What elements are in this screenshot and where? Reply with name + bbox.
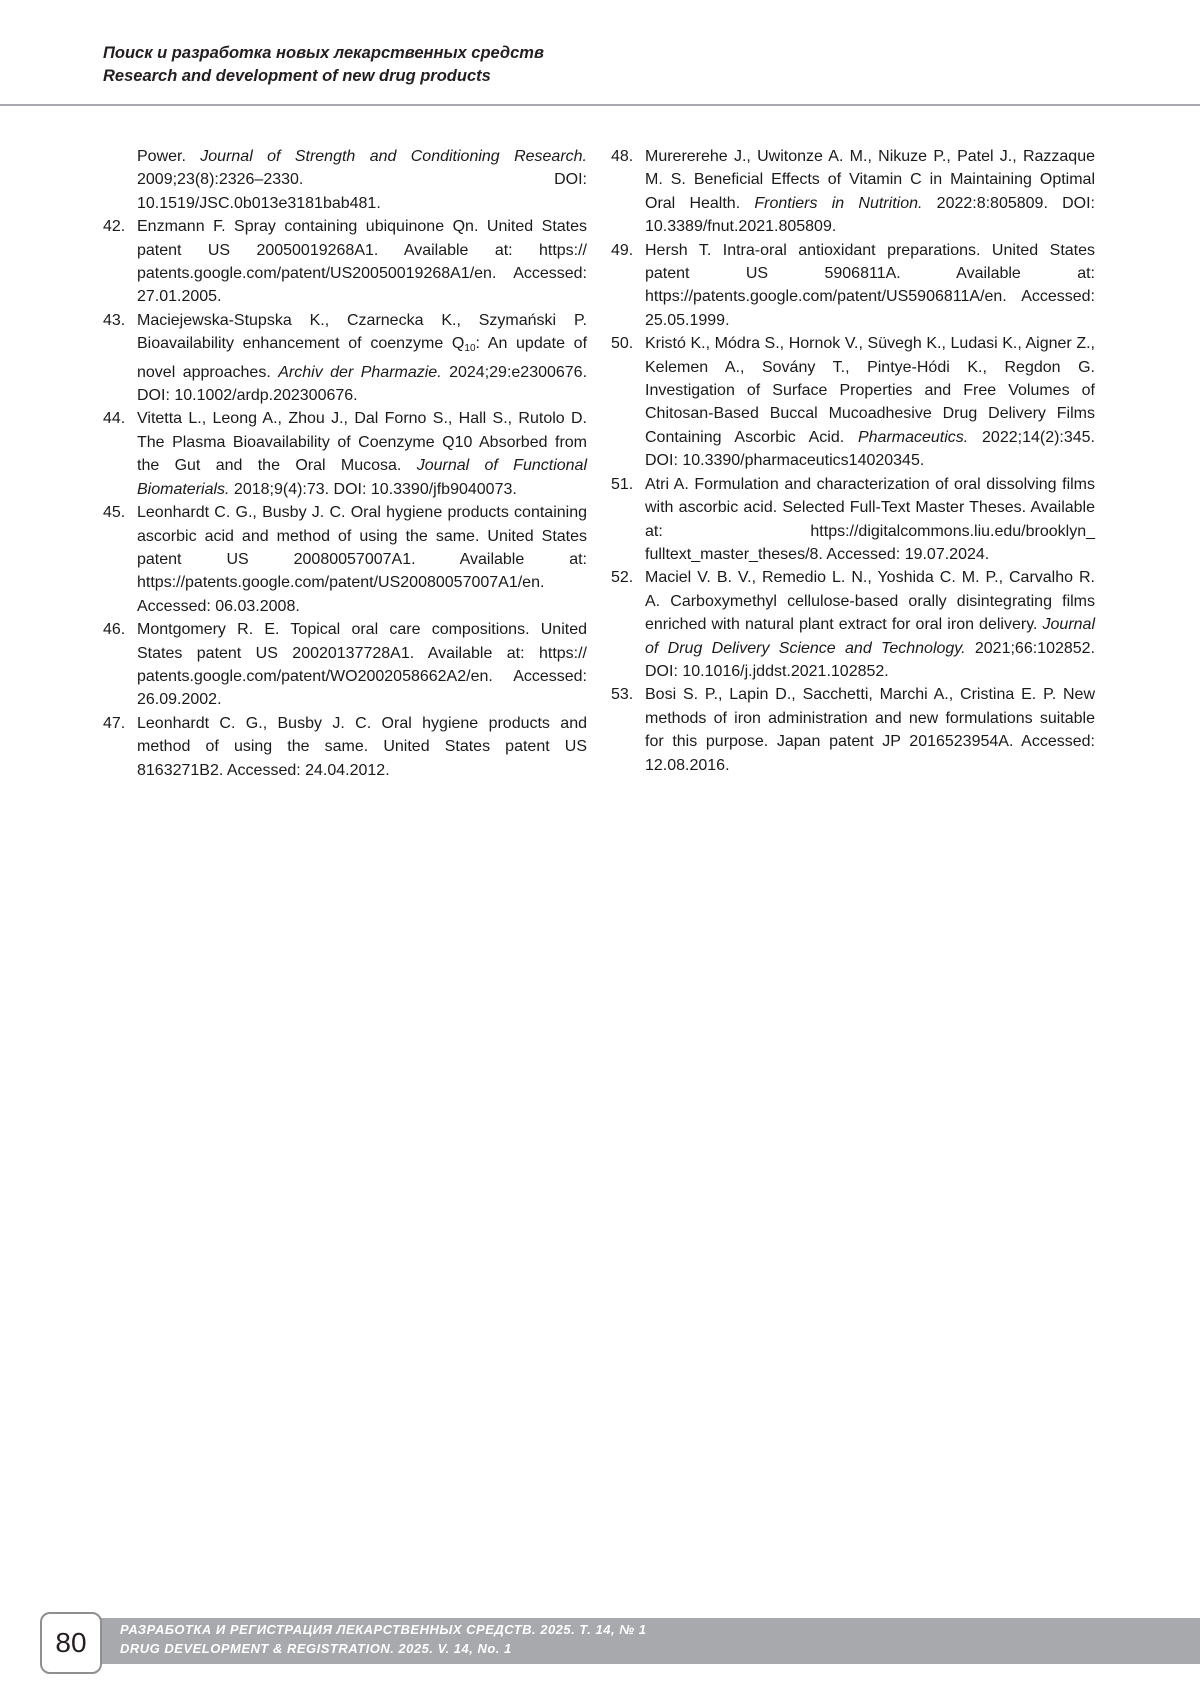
references-column-left bbox=[103, 145, 587, 782]
reference-46 bbox=[103, 618, 587, 712]
running-header bbox=[0, 0, 1200, 106]
header-title-en: Research and development of new drug products bbox=[103, 67, 491, 86]
reference-number: 48. bbox=[611, 145, 645, 239]
reference-number: 45. bbox=[103, 501, 137, 618]
reference-number: 42. bbox=[103, 215, 137, 309]
reference-45 bbox=[103, 501, 587, 618]
journal-name: Archiv der Pharmazie. bbox=[278, 364, 441, 381]
header-title-ru: Поиск и разработка новых лекарственных средств bbox=[103, 44, 544, 63]
reference-number: 51. bbox=[611, 473, 645, 567]
reference-number: 53. bbox=[611, 683, 645, 777]
journal-name: Pharmaceutics. bbox=[858, 429, 968, 446]
reference-text: Hersh T. Intra-oral antioxidant preparations. United States patent US 5906811A. Available at: https://patents.google.com/patent/US5906811A/en. Accessed: 25.05.1999. bbox=[645, 239, 1095, 333]
reference-number: 43. bbox=[103, 309, 137, 408]
reference-50 bbox=[611, 332, 1095, 472]
reference-51 bbox=[611, 473, 1095, 567]
reference-44 bbox=[103, 407, 587, 501]
reference-text: Vitetta L., Leong A., Zhou J., Dal Forno S., Hall S., Rutolo D. The Plasma Bioavailability of Coenzyme Q10 Absorbed from the Gut and the Oral Mucosa. Journal of Functional Biomaterials. 2018;9(4):73. DOI: 10.3390/jfb9040073. bbox=[137, 407, 587, 501]
reference-52 bbox=[611, 566, 1095, 683]
reference-text: Enzmann F. Spray containing ubiquinone Qn. United States patent US 20050019268A1. Available at: https:// patents.google.com/patent/US20050019268A1/en. Accessed: 27.01.2005. bbox=[137, 215, 587, 309]
reference-text: Murererehe J., Uwitonze A. M., Nikuze P., Patel J., Razzaque M. S. Beneficial Effects of Vitamin C in Maintaining Optimal Oral Health. Frontiers in Nutrition. 2022:8:805809. DOI: 10.3389/fnut.2021.805809. bbox=[645, 145, 1095, 239]
journal-name: Journal of Functional Biomaterials. bbox=[137, 457, 587, 497]
reference-text: Montgomery R. E. Topical oral care compositions. United States patent US 20020137728A1. Available at: https:// patents.google.com/patent/WO2002058662A2/en. Accessed: 26.09.2002. bbox=[137, 618, 587, 712]
reference-text: Maciejewska-Stupska K., Czarnecka K., Szymański P. Bioavailability enhancement of coenzyme Q10: An update of novel approaches. Archiv der Pharmazie. 2024;29:e2300676. DOI: 10.1002/ardp.202300676. bbox=[137, 309, 587, 408]
reference-text: Power. Journal of Strength and Conditioning Research. 2009;23(8):2326–2330. DOI: 10.1519/JSC.0b013e3181bab481. bbox=[137, 145, 587, 215]
reference-text: Maciel V. B. V., Remedio L. N., Yoshida C. M. P., Carvalho R. A. Carboxymethyl cellulose-based orally disintegrating films enriched with natural plant extract for oral iron delivery. Journal of Drug Delivery Science and Technology. 2021;66:102852. DOI: 10.1016/j.jddst.2021.102852. bbox=[645, 566, 1095, 683]
reference-text: Leonhardt C. G., Busby J. C. Oral hygiene products containing ascorbic acid and method of using the same. United States patent US 20080057007A1. Available at: https://patents.google.com/patent/US20080057007A1/en. Accessed: 06.03.2008. bbox=[137, 501, 587, 618]
reference-number: 50. bbox=[611, 332, 645, 472]
reference-49 bbox=[611, 239, 1095, 333]
reference-text: Bosi S. P., Lapin D., Sacchetti, Marchi A., Cristina E. P. New methods of iron administration and new formulations suitable for this purpose. Japan patent JP 2016523954A. Accessed: 12.08.2016. bbox=[645, 683, 1095, 777]
reference-48 bbox=[611, 145, 1095, 239]
footer-journal-bar bbox=[98, 1618, 1200, 1664]
reference-number: 52. bbox=[611, 566, 645, 683]
reference-text: Kristó K., Módra S., Hornok V., Süvegh K., Ludasi K., Aigner Z., Kelemen A., Sovány T., Pintye-Hódi K., Regdon G. Investigation of Surface Properties and Free Volumes of Chitosan-Based Buccal Mucoadhesive Drug Delivery Films Containing Ascorbic Acid. Pharmaceutics. 2022;14(2):345. DOI: 10.3390/pharmaceutics14020345. bbox=[645, 332, 1095, 472]
reference-53 bbox=[611, 683, 1095, 777]
reference-47 bbox=[103, 712, 587, 782]
reference-43 bbox=[103, 309, 587, 408]
reference-number: 49. bbox=[611, 239, 645, 333]
journal-name: Journal of Strength and Conditioning Research. bbox=[200, 148, 587, 165]
reference-number: 44. bbox=[103, 407, 137, 501]
reference-42 bbox=[103, 215, 587, 309]
reference-41-continued bbox=[103, 145, 587, 215]
footer-journal-en: DRUG DEVELOPMENT & REGISTRATION. 2025. V. 14, No. 1 bbox=[120, 1641, 512, 1656]
reference-text: Atri A. Formulation and characterization of oral dissolving films with ascorbic acid. Selected Full-Text Master Theses. Available at: https://digitalcommons.liu.edu/brooklyn_ fulltext_master_theses/8. Accessed: 19.07.2024. bbox=[645, 473, 1095, 567]
references-column-right bbox=[611, 145, 1095, 777]
journal-name: Journal of Drug Delivery Science and Technology. bbox=[645, 616, 1095, 656]
reference-number: 47. bbox=[103, 712, 137, 782]
journal-name: Frontiers in Nutrition. bbox=[754, 195, 922, 212]
footer-journal-ru: РАЗРАБОТКА И РЕГИСТРАЦИЯ ЛЕКАРСТВЕННЫХ СРЕДСТВ. 2025. Т. 14, № 1 bbox=[120, 1622, 646, 1637]
reference-text: Leonhardt C. G., Busby J. C. Oral hygiene products and method of using the same. United States patent US 8163271B2. Accessed: 24.04.2012. bbox=[137, 712, 587, 782]
running-footer bbox=[0, 1612, 1200, 1674]
reference-number: 46. bbox=[103, 618, 137, 712]
page-number: 80 bbox=[40, 1612, 102, 1674]
